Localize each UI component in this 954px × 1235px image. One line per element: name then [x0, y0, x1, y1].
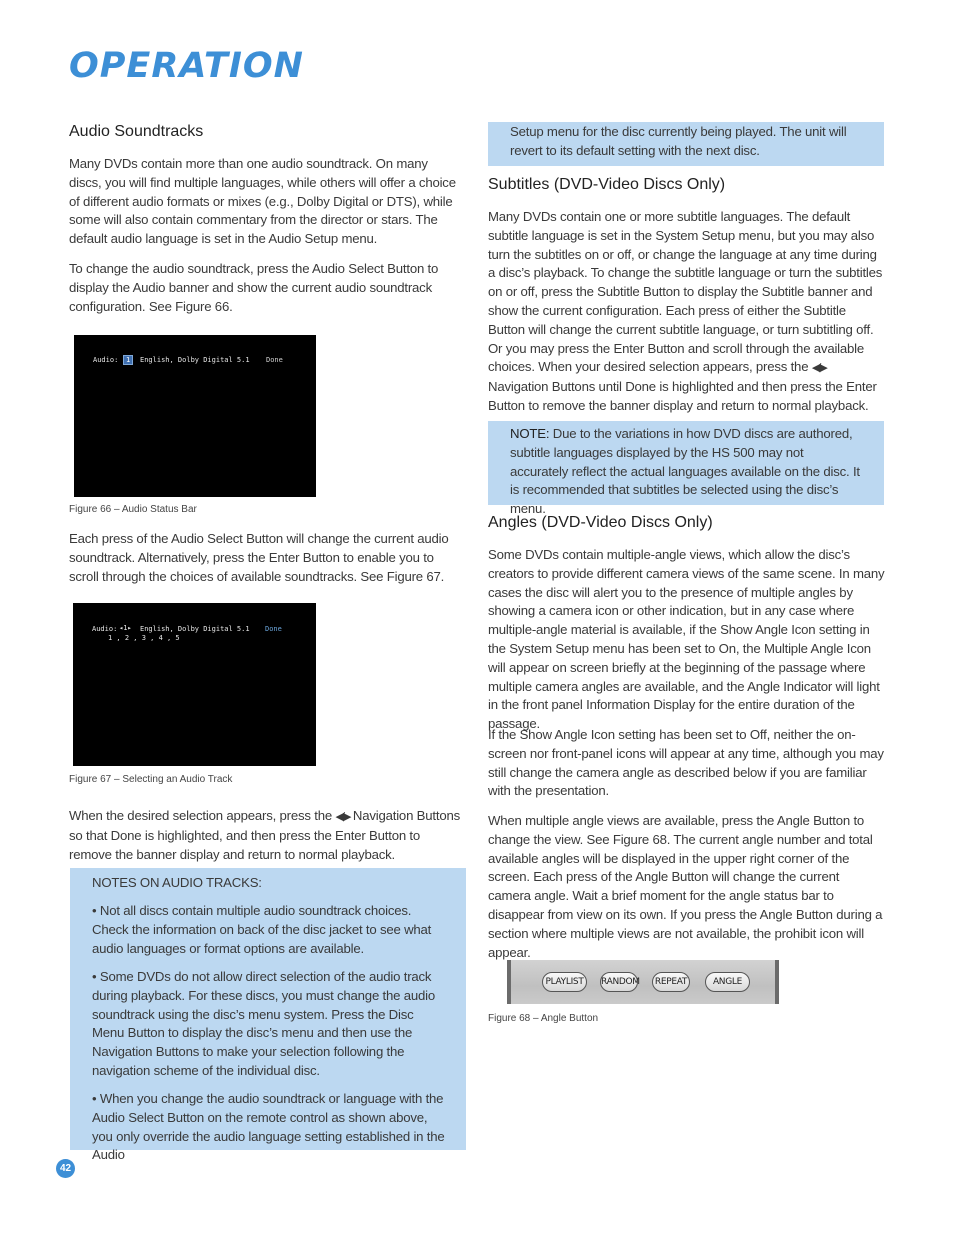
note-2: • Some DVDs do not allow direct selection of the audio track during playback. For these discs, you must change the audio soundtrack using the disc’s menu system. Press the Disc Menu Button to display the disc’s menu and then use the Navigation Buttons to make your selection following the navigation scheme of the individual disc.	[92, 969, 436, 1078]
done-label: Done	[265, 625, 282, 633]
figure-66-screen	[74, 335, 316, 497]
subtitles-heading: Subtitles (DVD-Video Discs Only)	[488, 176, 726, 193]
continued-note-text: Setup menu for the disc currently being played. The unit will revert to its default setting with the next disc.	[510, 124, 847, 158]
playlist-button[interactable]: PLAYLIST	[542, 972, 587, 992]
audio-paragraph-2: To change the audio soundtrack, press the Audio Select Button to display the Audio banner and show the current audio soundtrack configuration. See Figure 66.	[69, 261, 439, 314]
audio-soundtracks-heading: Audio Soundtracks	[69, 123, 204, 140]
figure-68-remote-panel	[507, 960, 779, 1004]
audio-track-number: 1	[123, 355, 133, 365]
audio-paragraph-3: Each press of the Audio Select Button will change the current audio soundtrack. Alternatively, press the Enter Button to enable you to scroll through the choices of available soundtracks. See Figure 67.	[69, 531, 449, 584]
audio-format: English, Dolby Digital 5.1	[140, 356, 250, 364]
track-choices: 1 , 2 , 3 , 4 , 5	[108, 634, 180, 642]
audio-format: English, Dolby Digital 5.1	[140, 625, 250, 633]
figure-68-caption: Figure 68 – Angle Button	[488, 1013, 599, 1024]
left-right-arrow-icon: ◀/▶	[811, 362, 826, 375]
angles-paragraph-2: If the Show Angle Icon setting has been set to Off, neither the on-screen nor front-panel icons will appear at any time, although you may still change the camera angle as described below if you are familiar with the presentation.	[488, 727, 884, 799]
audio-label: Audio:	[93, 356, 119, 364]
figure-67-caption: Figure 67 – Selecting an Audio Track	[69, 774, 233, 785]
figure-67-screen	[73, 603, 316, 766]
angles-paragraph-1: Some DVDs contain multiple-angle views, which allow the disc’s creators to provide different camera views of the same scene. In many cases the disc will alert you to the presence of multiple angles by showing a camera icon or other indication, but in any case where multiple-angle material is available, if the Show Angle Icon setting in the System Setup menu has been set to On, the Multiple Angle Icon will appear on screen briefly at the beginning of the passage where multiple camera angles are available, and the Angle Indicator will light in the front panel Information Display for the entire duration of the passage.	[488, 547, 885, 732]
angles-heading: Angles (DVD-Video Discs Only)	[488, 514, 713, 531]
subtitle-note-text: NOTE: Due to the variations in how DVD discs are authored, subtitle languages displayed by the HS 500 may not accurately reflect the actual languages available on the disc. It is recommended that subtitles be selected using the disc’s menu.	[510, 426, 860, 517]
left-right-arrow-icon: ◀/▶	[335, 811, 350, 823]
note-1: • Not all discs contain multiple audio soundtrack choices. Check the information on back of the disc jacket to see what audio languages or format options are available.	[92, 903, 432, 956]
audio-paragraph-4: When the desired selection appears, press the ◀/▶ Navigation Buttons so that Done is highlighted, and then press the Enter Button to remove the banner display and return to normal playback.	[69, 808, 460, 862]
figure-66-caption: Figure 66 – Audio Status Bar	[69, 504, 197, 515]
audio-paragraph-1: Many DVDs contain more than one audio soundtrack. On many discs, you will find multiple languages, while others will offer a choice of different audio formats or mixes (e.g., Dolby Digital or DTS), while some will also contain commentary from the director or stars. The default audio language is set in the Audio Setup menu.	[69, 156, 456, 247]
subtitles-paragraph: Many DVDs contain one or more subtitle languages. The default subtitle language is set in the System Setup menu, but you may also turn the subtitles on or off, or change the language at any time during a disc’s playback. To change the subtitle language or turn the subtitles on or off, press the Subtitle Button to display the Subtitle banner and show the current configuration. Each press of either the Subtitle Button will change the current subtitle language, or turn subtitling off. Or you may press the Enter Button and scroll through the available choices. When your desired selection appears, press the ◀/▶ Navigation Buttons until Done is highlighted and then press the Enter Button to remove the banner display and return to normal playback.	[488, 209, 883, 413]
audio-label: Audio:	[92, 625, 118, 633]
done-label: Done	[266, 356, 283, 364]
random-button[interactable]: RANDOM	[600, 972, 638, 992]
page-title: OPERATION	[69, 46, 304, 86]
track-selector-arrows: ◂1▸	[119, 624, 132, 632]
note-label: NOTE:	[510, 426, 550, 441]
note-3: • When you change the audio soundtrack or language with the Audio Select Button on the remote control as shown above, you only override the audio language setting established in the Audio	[92, 1091, 445, 1163]
angle-button[interactable]: ANGLE	[705, 972, 750, 992]
angles-paragraph-3: When multiple angle views are available, press the Angle Button to change the view. See Figure 68. The current angle number and total available angles will be displayed in the upper right corner of the screen. Each press of the Angle Button will change the current camera angle. Wait a brief moment for the angle status bar to disappear from view on its own. If you press the Angle Button during a section where multiple views are not available, the prohibit icon will appear.	[488, 813, 883, 960]
repeat-button[interactable]: REPEAT	[652, 972, 690, 992]
notes-heading: NOTES ON AUDIO TRACKS:	[92, 875, 262, 890]
page-number: 42	[56, 1159, 75, 1178]
